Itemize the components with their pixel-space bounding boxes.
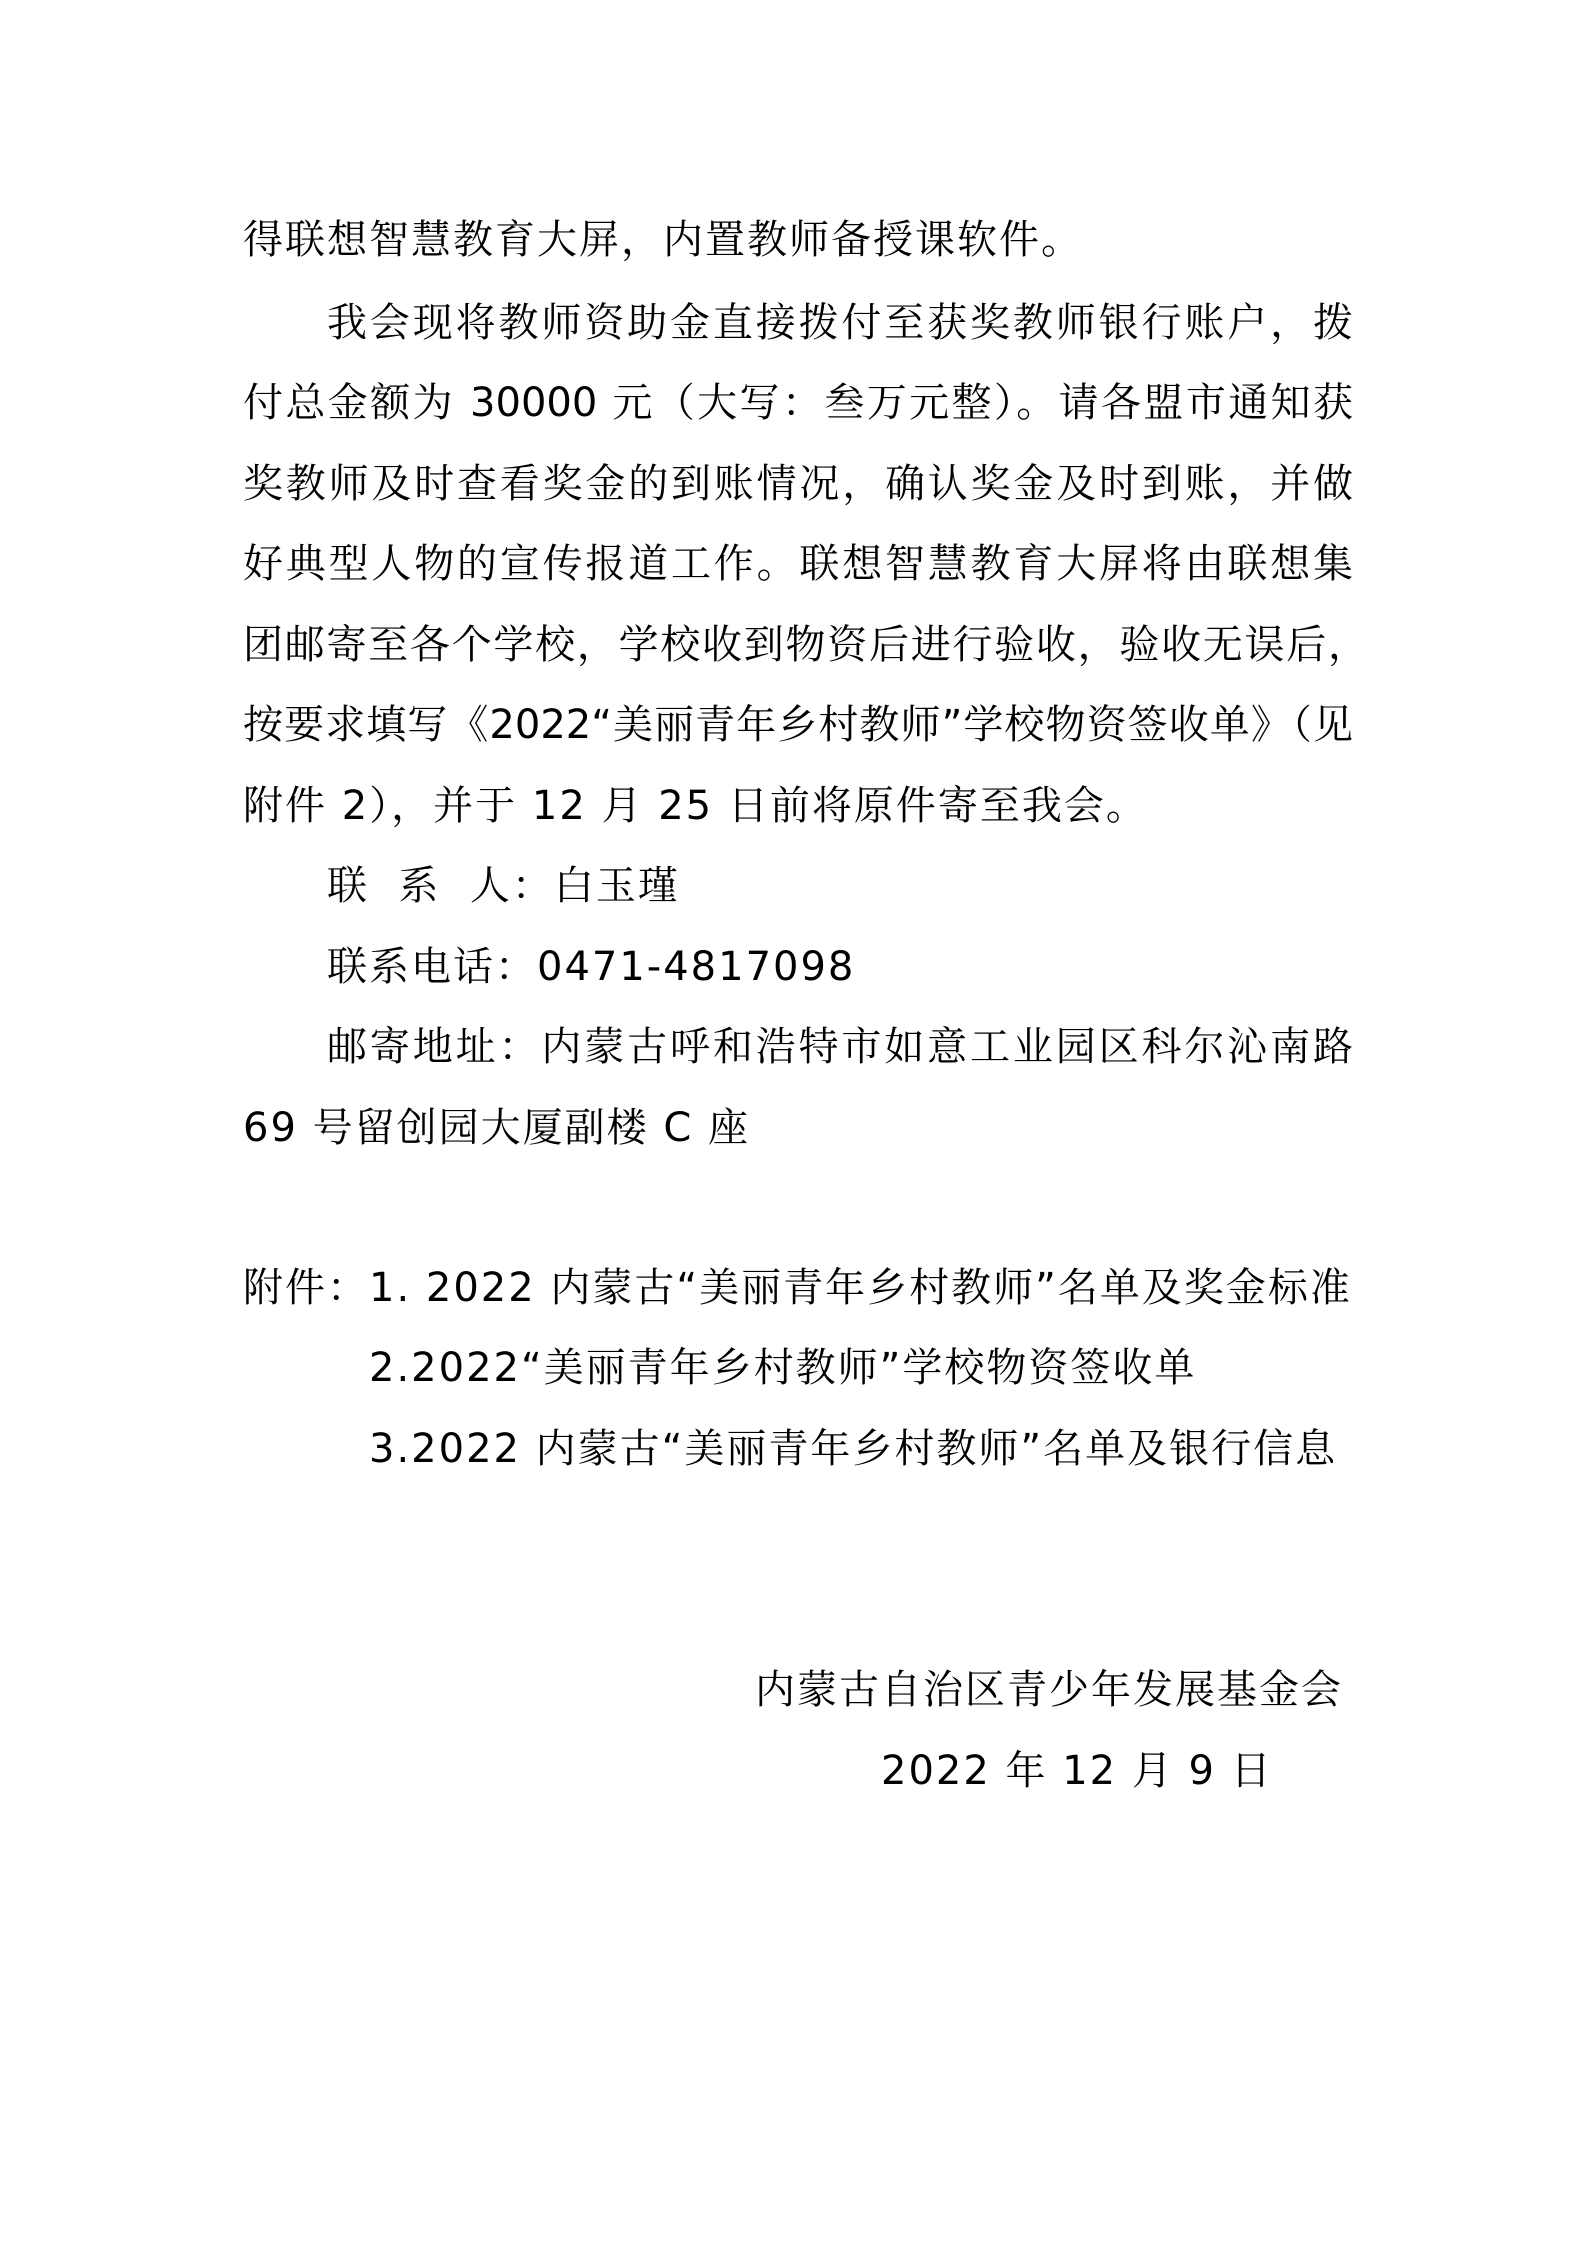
contact-phone: 联系电话：0471-4817098 — [327, 944, 856, 990]
paragraph-line: 按要求填写《2022“美丽青年乡村教师”学校物资签收单》（见 — [243, 702, 1353, 748]
attachment-item-2: 2.2022“美丽青年乡村教师”学校物资签收单 — [369, 1345, 1197, 1391]
attachment-item-3: 3.2022 内蒙古“美丽青年乡村教师”名单及银行信息 — [369, 1426, 1338, 1472]
signature-date: 2022 年 12 月 9 日 — [881, 1748, 1273, 1794]
contact-address-continued: 69 号留创园大厦副楼 C 座 — [243, 1105, 750, 1151]
paragraph-line: 团邮寄至各个学校，学校收到物资后进行验收，验收无误后， — [243, 622, 1368, 668]
attachment-item-1: 附件：1. 2022 内蒙古“美丽青年乡村教师”名单及奖金标准 — [243, 1265, 1352, 1311]
contact-address: 邮寄地址：内蒙古呼和浩特市如意工业园区科尔沁南路 — [327, 1024, 1353, 1070]
paragraph-line: 奖教师及时查看奖金的到账情况，确认奖金及时到账，并做 — [243, 461, 1353, 507]
contact-person: 联 系 人：白玉瑾 — [327, 863, 680, 909]
paragraph-line: 得联想智慧教育大屏，内置教师备授课软件。 — [243, 217, 1083, 263]
paragraph-line: 我会现将教师资助金直接拨付至获奖教师银行账户，拨 — [327, 300, 1353, 346]
paragraph-line: 附件 2），并于 12 月 25 日前将原件寄至我会。 — [243, 783, 1148, 829]
signature-organization: 内蒙古自治区青少年发展基金会 — [755, 1667, 1343, 1713]
paragraph-line: 付总金额为 30000 元（大写：叁万元整）。请各盟市通知获 — [243, 380, 1353, 426]
paragraph-line: 好典型人物的宣传报道工作。联想智慧教育大屏将由联想集 — [243, 541, 1353, 587]
